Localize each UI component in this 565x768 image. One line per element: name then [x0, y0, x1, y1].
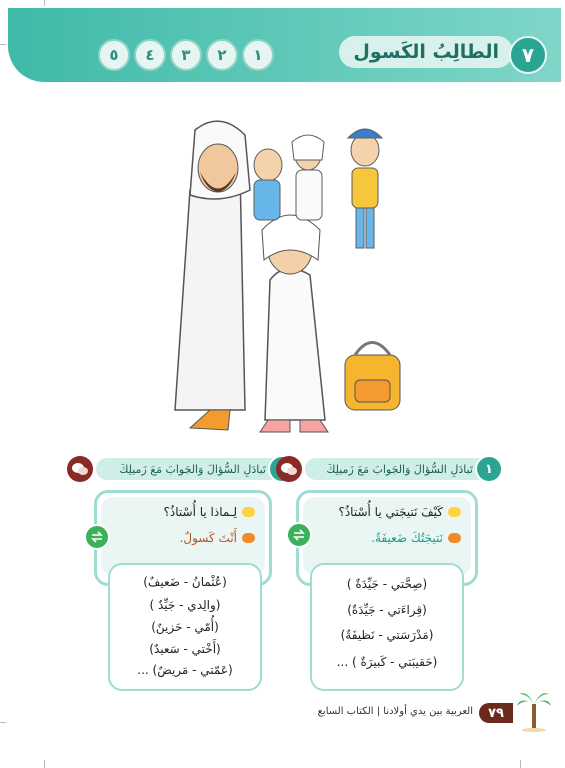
- book-title: العربية بين يدي أولادنا: [383, 706, 473, 717]
- orange-speech-bubble-icon: [242, 533, 255, 543]
- backpack: [345, 343, 400, 411]
- chat-icon: [67, 456, 93, 482]
- section-1-word-list: [310, 563, 464, 691]
- chat-icon: [276, 456, 302, 482]
- step-1[interactable]: ١: [242, 39, 274, 71]
- section-1-heading: تَبادَلِ السُّؤالَ وَالجَوابَ مَعَ زَميلِكَ: [326, 462, 473, 476]
- palm-tree-icon: [515, 688, 553, 732]
- crop-mark: [44, 0, 45, 6]
- section-2-heading-bar: [96, 458, 290, 480]
- word-item: (عُثْمانُ - ضَعيفٌ): [143, 575, 227, 589]
- word-item: (أَخْتي - سَعيدٌ): [149, 642, 221, 656]
- section-2-heading: تَبادَلِ السُّؤالَ وَالجَوابَ مَعَ زَميلِكَ: [119, 462, 266, 476]
- crop-mark: [44, 760, 45, 768]
- teacher-students-illustration: [150, 110, 420, 440]
- step-3[interactable]: ٣: [170, 39, 202, 71]
- teacher-figure: [175, 121, 250, 430]
- step-indicators: [98, 39, 274, 71]
- step-4[interactable]: ٤: [134, 39, 166, 71]
- section-1-answer-line: [371, 531, 461, 545]
- lesson-title: الطالِبُ الكَسول: [353, 41, 499, 63]
- yellow-speech-bubble-icon: [242, 507, 255, 517]
- orange-speech-bubble-icon: [448, 533, 461, 543]
- word-item: (أُمّي - حَزينٌ): [151, 620, 219, 634]
- section-2-question-line: [164, 505, 255, 519]
- section-2-word-list: [108, 563, 262, 691]
- step-2[interactable]: ٢: [206, 39, 238, 71]
- book-level: الكتاب السابع: [317, 706, 374, 717]
- step-5[interactable]: ٥: [98, 39, 130, 71]
- word-item: (عَمّتي - مَريضٌ) ...: [137, 663, 233, 677]
- word-item: (قِراءَتي - جَيِّدَةٌ): [347, 603, 427, 617]
- crop-mark: [520, 760, 521, 768]
- word-item: (صِحَّتي - جَيِّدَةٌ ): [346, 577, 428, 591]
- book-info: [318, 706, 473, 717]
- word-item: (والِدي - جَيِّدٌ ): [149, 598, 221, 612]
- section-1-question: كَيْفَ نَتيجَتي يا أُسْتاذُ؟: [338, 505, 443, 519]
- section-1-question-line: [338, 505, 461, 519]
- swap-roles-icon: [286, 522, 312, 548]
- swap-roles-icon: [84, 524, 110, 550]
- section-2-question: لِـماذا يا أُسْتاذُ؟: [163, 505, 237, 519]
- lesson-number: ٧: [509, 36, 547, 74]
- crop-mark: [0, 722, 6, 723]
- section-1-heading-bar: [305, 458, 497, 480]
- footer-separator: |: [376, 706, 381, 717]
- section-1-number: ١: [475, 455, 503, 483]
- lesson-title-pill: [339, 36, 513, 68]
- speech-bubbles-icon: [71, 461, 89, 477]
- crop-mark: [0, 44, 6, 45]
- boy-front-figure: [260, 215, 328, 432]
- yellow-speech-bubble-icon: [448, 507, 461, 517]
- section-2-answer-line: [180, 531, 255, 545]
- speech-bubbles-icon: [280, 461, 298, 477]
- section-1-answer: نَتيجَتُكَ ضَعيفَةٌ.: [371, 531, 443, 545]
- word-item: (حَقيبَتي - كَبيرَةٌ ) ...: [336, 655, 438, 669]
- word-item: (مَدْرَسَتي - نَظيفَةٌ): [340, 628, 434, 642]
- section-2-answer: أَنْتَ كَسولٌ.: [179, 531, 237, 545]
- page-number: ٧٩: [479, 703, 513, 723]
